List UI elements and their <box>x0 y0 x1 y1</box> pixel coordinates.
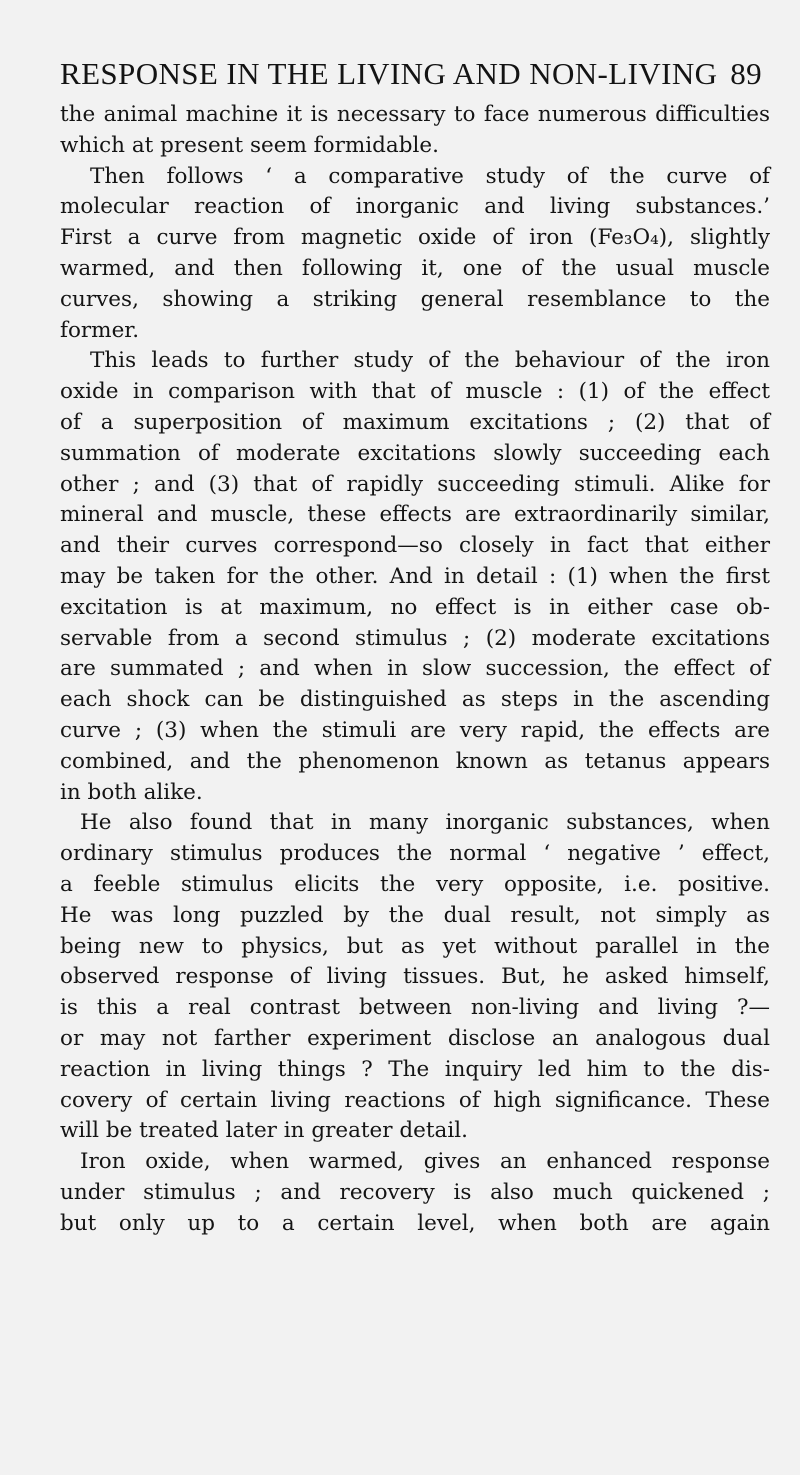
text-line: former. <box>60 317 140 343</box>
text-line: a feeble stimulus elicits the very opposite, i.e. positive. <box>60 871 770 897</box>
text-line: may be taken for the other. And in detail : (1) when the first <box>60 563 770 589</box>
text-line: observed response of living tissues. But, he asked himself, <box>60 964 770 990</box>
text-line: will be treated later in greater detail. <box>60 1118 468 1144</box>
text-line: covery of certain living reactions of high significance. These <box>60 1087 770 1113</box>
paragraph-first-line: Then follows ‘ a comparative study of the curve of <box>90 163 770 189</box>
text-line: the animal machine it is necessary to face numerous difficulties <box>60 102 770 127</box>
text-line: First a curve from magnetic oxide of iron (Fe₃O₄), slightly <box>60 225 770 251</box>
text-line: servable from a second stimulus ; (2) moderate excitations <box>60 625 770 651</box>
text-line: being new to physics, but as yet without parallel in the <box>60 933 770 959</box>
text-line: curves, showing a striking general resemblance to the <box>60 286 770 312</box>
running-title: RESPONSE IN THE LIVING AND NON-LIVING <box>60 56 718 91</box>
text-line: in both alike. <box>60 779 203 805</box>
text-line: He was long puzzled by the dual result, not simply as <box>60 902 770 928</box>
page-number: 89 <box>730 56 762 91</box>
paragraph-first-line: Iron oxide, when warmed, gives an enhanced response <box>80 1149 770 1175</box>
body-text <box>60 100 770 1239</box>
text-line: is this a real contrast between non-living and living ?— <box>60 995 770 1021</box>
text-line: curve ; (3) when the stimuli are very rapid, the effects are <box>60 717 770 743</box>
paragraph-first-line: This leads to further study of the behaviour of the iron <box>90 348 770 374</box>
text-line: other ; and (3) that of rapidly succeeding stimuli. Alike for <box>60 471 770 497</box>
text-line: and their curves correspond—so closely in fact that either <box>60 533 770 559</box>
text-line: excitation is at maximum, no effect is in either case ob- <box>60 594 770 620</box>
text-line: are summated ; and when in slow succession, the effect of <box>60 656 770 682</box>
text-line: oxide in comparison with that of muscle : (1) of the effect <box>60 379 770 405</box>
text-line: each shock can be distinguished as steps in the ascending <box>60 687 770 713</box>
text-line: which at present seem formidable. <box>60 132 439 158</box>
text-line: under stimulus ; and recovery is also much quickened ; <box>60 1179 770 1205</box>
text-line: summation of moderate excitations slowly succeeding each <box>60 440 770 466</box>
text-line: combined, and the phenomenon known as tetanus appears <box>60 748 770 774</box>
paragraph-first-line: He also found that in many inorganic substances, when <box>80 810 770 836</box>
text-line: warmed, and then following it, one of the usual muscle <box>60 255 770 281</box>
text-line: or may not farther experiment disclose an analogous dual <box>60 1025 770 1051</box>
text-line: molecular reaction of inorganic and living substances.’ <box>60 194 770 220</box>
text-line: but only up to a certain level, when both are again <box>60 1210 770 1236</box>
text-line: reaction in living things ? The inquiry led him to the dis- <box>60 1056 770 1082</box>
text-line: mineral and muscle, these effects are extraordinarily similar, <box>60 502 770 528</box>
text-line: of a superposition of maximum excitations ; (2) that of <box>60 409 770 435</box>
text-line: ordinary stimulus produces the normal ‘ negative ’ effect, <box>60 841 770 867</box>
running-head <box>60 52 762 96</box>
